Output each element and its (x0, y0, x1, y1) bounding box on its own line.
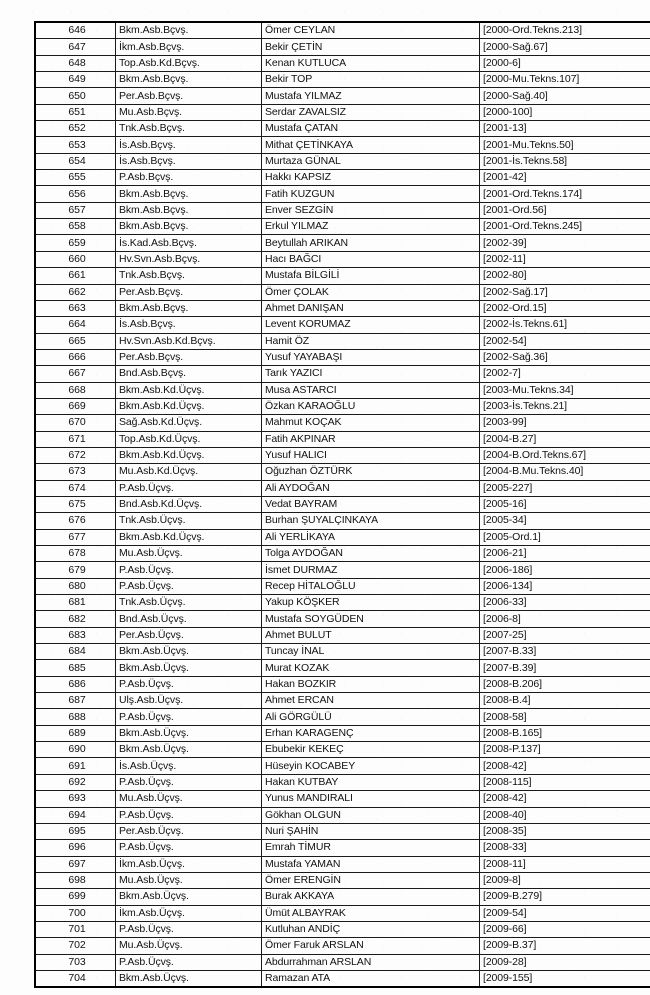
row-number-cell: 701 (35, 921, 116, 937)
name-cell: Kutluhan ANDİÇ (262, 921, 480, 937)
rank-cell: Bnd.Asb.Kd.Üçvş. (116, 496, 262, 512)
reference-cell: [2008-58] (480, 709, 650, 725)
row-number-cell: 680 (35, 578, 116, 594)
name-cell: Yakup KÖŞKER (262, 595, 480, 611)
reference-cell: [2003-99] (480, 415, 650, 431)
rank-cell: Bnd.Asb.Bçvş. (116, 366, 262, 382)
rank-cell: İkm.Asb.Üçvş. (116, 905, 262, 921)
table-row (35, 578, 650, 594)
table-row (35, 611, 650, 627)
row-number-cell: 667 (35, 366, 116, 382)
row-number-cell: 698 (35, 872, 116, 888)
rank-cell: Bkm.Asb.Bçvş. (116, 186, 262, 202)
row-number-cell: 660 (35, 251, 116, 267)
rank-cell: Bkm.Asb.Kd.Üçvş. (116, 447, 262, 463)
reference-cell: [2001-Mu.Tekns.50] (480, 137, 650, 153)
reference-cell: [2002-80] (480, 268, 650, 284)
row-number-cell: 670 (35, 415, 116, 431)
rank-cell: P.Asb.Üçvş. (116, 676, 262, 692)
name-cell: Ali AYDOĞAN (262, 480, 480, 496)
reference-cell: [2008-B.206] (480, 676, 650, 692)
name-cell: Murat KOZAK (262, 660, 480, 676)
rank-cell: İs.Kad.Asb.Bçvş. (116, 235, 262, 251)
table-row (35, 431, 650, 447)
table-row (35, 72, 650, 88)
row-number-cell: 697 (35, 856, 116, 872)
row-number-cell: 702 (35, 938, 116, 954)
row-number-cell: 664 (35, 317, 116, 333)
rank-cell: Bkm.Asb.Üçvş. (116, 644, 262, 660)
row-number-cell: 685 (35, 660, 116, 676)
name-cell: Ebubekir KEKEÇ (262, 742, 480, 758)
table-row (35, 480, 650, 496)
rank-cell: İs.Asb.Bçvş. (116, 317, 262, 333)
reference-cell: [2002-11] (480, 251, 650, 267)
reference-cell: [2009-155] (480, 970, 650, 987)
table-row (35, 513, 650, 529)
reference-cell: [2008-35] (480, 823, 650, 839)
row-number-cell: 652 (35, 121, 116, 137)
name-cell: Ali YERLİKAYA (262, 529, 480, 545)
table-row (35, 546, 650, 562)
row-number-cell: 662 (35, 284, 116, 300)
rank-cell: İkm.Asb.Bçvş. (116, 39, 262, 55)
table-row (35, 349, 650, 365)
reference-cell: [2009-B.279] (480, 889, 650, 905)
rank-cell: Bkm.Asb.Bçvş. (116, 300, 262, 316)
reference-cell: [2002-39] (480, 235, 650, 251)
name-cell: Enver SEZGİN (262, 202, 480, 218)
reference-cell: [2008-115] (480, 774, 650, 790)
rank-cell: Bnd.Asb.Üçvş. (116, 611, 262, 627)
rank-cell: İs.Asb.Üçvş. (116, 758, 262, 774)
table-row (35, 415, 650, 431)
row-number-cell: 654 (35, 153, 116, 169)
table-row (35, 464, 650, 480)
reference-cell: [2001-Ord.56] (480, 202, 650, 218)
name-cell: Tarık YAZICI (262, 366, 480, 382)
rank-cell: Bkm.Asb.Üçvş. (116, 970, 262, 987)
reference-cell: [2008-P.137] (480, 742, 650, 758)
reference-cell: [2001-42] (480, 170, 650, 186)
name-cell: Ömer CEYLAN (262, 22, 480, 39)
name-cell: Ali GÖRGÜLÜ (262, 709, 480, 725)
rank-cell: Tnk.Asb.Bçvş. (116, 268, 262, 284)
reference-cell: [2000-Mu.Tekns.107] (480, 72, 650, 88)
row-number-cell: 647 (35, 39, 116, 55)
name-cell: Ahmet ERCAN (262, 693, 480, 709)
name-cell: Mustafa YILMAZ (262, 88, 480, 104)
rank-cell: P.Asb.Üçvş. (116, 807, 262, 823)
row-number-cell: 696 (35, 840, 116, 856)
reference-cell: [2001-Ord.Tekns.245] (480, 219, 650, 235)
row-number-cell: 691 (35, 758, 116, 774)
rank-cell: Hv.Svn.Asb.Bçvş. (116, 251, 262, 267)
reference-cell: [2003-Mu.Tekns.34] (480, 382, 650, 398)
table-row (35, 496, 650, 512)
row-number-cell: 669 (35, 398, 116, 414)
rank-cell: Per.Asb.Üçvş. (116, 627, 262, 643)
reference-cell: [2005-Ord.1] (480, 529, 650, 545)
rank-cell: Bkm.Asb.Kd.Üçvş. (116, 529, 262, 545)
table-row (35, 970, 650, 987)
name-cell: Ömer Faruk ARSLAN (262, 938, 480, 954)
reference-cell: [2000-Ord.Tekns.213] (480, 22, 650, 39)
rank-cell: Bkm.Asb.Kd.Üçvş. (116, 382, 262, 398)
reference-cell: [2006-8] (480, 611, 650, 627)
table-body (35, 22, 650, 987)
table-row (35, 22, 650, 39)
rank-cell: Bkm.Asb.Üçvş. (116, 660, 262, 676)
name-cell: Mustafa BİLGİLİ (262, 268, 480, 284)
reference-cell: [2008-42] (480, 758, 650, 774)
rank-cell: P.Asb.Üçvş. (116, 840, 262, 856)
reference-cell: [2006-21] (480, 546, 650, 562)
name-cell: Yusuf HALICI (262, 447, 480, 463)
table-row (35, 709, 650, 725)
name-cell: Burak AKKAYA (262, 889, 480, 905)
table-row (35, 251, 650, 267)
table-row (35, 693, 650, 709)
rank-cell: Mu.Asb.Kd.Üçvş. (116, 464, 262, 480)
row-number-cell: 687 (35, 693, 116, 709)
name-cell: Hakan BOZKIR (262, 676, 480, 692)
table-row (35, 905, 650, 921)
table-row (35, 104, 650, 120)
reference-cell: [2002-Sağ.17] (480, 284, 650, 300)
row-number-cell: 686 (35, 676, 116, 692)
rank-cell: Hv.Svn.Asb.Kd.Bçvş. (116, 333, 262, 349)
rank-cell: Top.Asb.Kd.Bçvş. (116, 55, 262, 71)
name-cell: Beytullah ARIKAN (262, 235, 480, 251)
reference-cell: [2006-186] (480, 562, 650, 578)
reference-cell: [2001-Ord.Tekns.174] (480, 186, 650, 202)
table-row (35, 660, 650, 676)
name-cell: Yusuf YAYABAŞI (262, 349, 480, 365)
row-number-cell: 655 (35, 170, 116, 186)
rank-cell: İkm.Asb.Üçvş. (116, 856, 262, 872)
table-row (35, 300, 650, 316)
reference-cell: [2008-B.165] (480, 725, 650, 741)
reference-cell: [2009-28] (480, 954, 650, 970)
rank-cell: Tnk.Asb.Üçvş. (116, 595, 262, 611)
table-row (35, 88, 650, 104)
name-cell: Mahmut KOÇAK (262, 415, 480, 431)
rank-cell: Bkm.Asb.Bçvş. (116, 202, 262, 218)
reference-cell: [2002-7] (480, 366, 650, 382)
table-row (35, 921, 650, 937)
row-number-cell: 690 (35, 742, 116, 758)
reference-cell: [2005-34] (480, 513, 650, 529)
name-cell: Musa ASTARCI (262, 382, 480, 398)
row-number-cell: 676 (35, 513, 116, 529)
reference-cell: [2009-54] (480, 905, 650, 921)
row-number-cell: 692 (35, 774, 116, 790)
name-cell: Ömer ÇOLAK (262, 284, 480, 300)
row-number-cell: 679 (35, 562, 116, 578)
row-number-cell: 694 (35, 807, 116, 823)
reference-cell: [2007-B.39] (480, 660, 650, 676)
name-cell: Abdurrahman ARSLAN (262, 954, 480, 970)
row-number-cell: 674 (35, 480, 116, 496)
reference-cell: [2009-8] (480, 872, 650, 888)
reference-cell: [2005-227] (480, 480, 650, 496)
row-number-cell: 695 (35, 823, 116, 839)
reference-cell: [2006-33] (480, 595, 650, 611)
table-row (35, 202, 650, 218)
row-number-cell: 703 (35, 954, 116, 970)
name-cell: Burhan ŞUYALÇINKAYA (262, 513, 480, 529)
reference-cell: [2008-33] (480, 840, 650, 856)
row-number-cell: 649 (35, 72, 116, 88)
table-row (35, 791, 650, 807)
reference-cell: [2000-6] (480, 55, 650, 71)
name-cell: Tuncay İNAL (262, 644, 480, 660)
reference-cell: [2008-40] (480, 807, 650, 823)
row-number-cell: 666 (35, 349, 116, 365)
name-cell: Kenan KUTLUCA (262, 55, 480, 71)
table-row (35, 676, 650, 692)
table-row (35, 807, 650, 823)
name-cell: Mithat ÇETİNKAYA (262, 137, 480, 153)
row-number-cell: 659 (35, 235, 116, 251)
table-row (35, 382, 650, 398)
reference-cell: [2002-Ord.15] (480, 300, 650, 316)
name-cell: Mustafa YAMAN (262, 856, 480, 872)
name-cell: Emrah TİMUR (262, 840, 480, 856)
row-number-cell: 673 (35, 464, 116, 480)
rank-cell: P.Asb.Bçvş. (116, 170, 262, 186)
rank-cell: Mu.Asb.Üçvş. (116, 872, 262, 888)
name-cell: Mustafa ÇATAN (262, 121, 480, 137)
reference-cell: [2005-16] (480, 496, 650, 512)
table-row (35, 137, 650, 153)
row-number-cell: 651 (35, 104, 116, 120)
row-number-cell: 683 (35, 627, 116, 643)
table-row (35, 627, 650, 643)
table-row (35, 725, 650, 741)
row-number-cell: 682 (35, 611, 116, 627)
row-number-cell: 699 (35, 889, 116, 905)
table-row (35, 170, 650, 186)
row-number-cell: 681 (35, 595, 116, 611)
name-cell: Ümüt ALBAYRAK (262, 905, 480, 921)
rank-cell: P.Asb.Üçvş. (116, 709, 262, 725)
rank-cell: Bkm.Asb.Bçvş. (116, 72, 262, 88)
reference-cell: [2009-B.37] (480, 938, 650, 954)
name-cell: Murtaza GÜNAL (262, 153, 480, 169)
reference-cell: [2001-İs.Tekns.58] (480, 153, 650, 169)
name-cell: Bekir ÇETİN (262, 39, 480, 55)
rank-cell: P.Asb.Üçvş. (116, 578, 262, 594)
row-number-cell: 671 (35, 431, 116, 447)
reference-cell: [2008-11] (480, 856, 650, 872)
row-number-cell: 665 (35, 333, 116, 349)
reference-cell: [2000-Sağ.40] (480, 88, 650, 104)
name-cell: Erkul YILMAZ (262, 219, 480, 235)
rank-cell: Mu.Asb.Üçvş. (116, 546, 262, 562)
row-number-cell: 704 (35, 970, 116, 987)
name-cell: Fatih AKPINAR (262, 431, 480, 447)
reference-cell: [2007-B.33] (480, 644, 650, 660)
table-row (35, 398, 650, 414)
rank-cell: İs.Asb.Bçvş. (116, 137, 262, 153)
table-row (35, 153, 650, 169)
rank-cell: Per.Asb.Bçvş. (116, 349, 262, 365)
reference-cell: [2002-54] (480, 333, 650, 349)
reference-cell: [2007-25] (480, 627, 650, 643)
row-number-cell: 658 (35, 219, 116, 235)
reference-cell: [2001-13] (480, 121, 650, 137)
reference-cell: [2006-134] (480, 578, 650, 594)
table-row (35, 235, 650, 251)
name-cell: Hamit ÖZ (262, 333, 480, 349)
name-cell: Ahmet DANIŞAN (262, 300, 480, 316)
row-number-cell: 656 (35, 186, 116, 202)
name-cell: Mustafa SOYGÜDEN (262, 611, 480, 627)
name-cell: Levent KORUMAZ (262, 317, 480, 333)
name-cell: Fatih KUZGUN (262, 186, 480, 202)
row-number-cell: 689 (35, 725, 116, 741)
row-number-cell: 672 (35, 447, 116, 463)
table-row (35, 856, 650, 872)
rank-cell: Mu.Asb.Bçvş. (116, 104, 262, 120)
table-row (35, 55, 650, 71)
reference-cell: [2002-Sağ.36] (480, 349, 650, 365)
rank-cell: Mu.Asb.Üçvş. (116, 791, 262, 807)
name-cell: Hakkı KAPSIZ (262, 170, 480, 186)
rank-cell: İs.Asb.Bçvş. (116, 153, 262, 169)
rank-cell: Bkm.Asb.Üçvş. (116, 889, 262, 905)
rank-cell: P.Asb.Üçvş. (116, 774, 262, 790)
table-row (35, 954, 650, 970)
name-cell: Ömer ERENGİN (262, 872, 480, 888)
reference-cell: [2004-B.Mu.Tekns.40] (480, 464, 650, 480)
row-number-cell: 668 (35, 382, 116, 398)
rank-cell: P.Asb.Üçvş. (116, 562, 262, 578)
table-row (35, 447, 650, 463)
table-row (35, 758, 650, 774)
row-number-cell: 675 (35, 496, 116, 512)
name-cell: Yunus MANDIRALI (262, 791, 480, 807)
table-row (35, 595, 650, 611)
rank-cell: Tnk.Asb.Üçvş. (116, 513, 262, 529)
rank-cell: Top.Asb.Kd.Üçvş. (116, 431, 262, 447)
rank-cell: Per.Asb.Bçvş. (116, 284, 262, 300)
rank-cell: Bkm.Asb.Üçvş. (116, 725, 262, 741)
name-cell: Hakan KUTBAY (262, 774, 480, 790)
reference-cell: [2004-B.Ord.Tekns.67] (480, 447, 650, 463)
reference-cell: [2009-66] (480, 921, 650, 937)
reference-cell: [2008-42] (480, 791, 650, 807)
name-cell: Özkan KARAOĞLU (262, 398, 480, 414)
row-number-cell: 646 (35, 22, 116, 39)
row-number-cell: 693 (35, 791, 116, 807)
name-cell: Ramazan ATA (262, 970, 480, 987)
rank-cell: Sağ.Asb.Kd.Üçvş. (116, 415, 262, 431)
row-number-cell: 677 (35, 529, 116, 545)
table-row (35, 219, 650, 235)
name-cell: Serdar ZAVALSIZ (262, 104, 480, 120)
reference-cell: [2003-İs.Tekns.21] (480, 398, 650, 414)
rank-cell: Ulş.Asb.Üçvş. (116, 693, 262, 709)
name-cell: Gökhan OLGUN (262, 807, 480, 823)
name-cell: Hacı BAĞCI (262, 251, 480, 267)
table-row (35, 529, 650, 545)
table-row (35, 938, 650, 954)
rank-cell: Mu.Asb.Üçvş. (116, 938, 262, 954)
name-cell: Tolga AYDOĞAN (262, 546, 480, 562)
row-number-cell: 684 (35, 644, 116, 660)
name-cell: Ahmet BULUT (262, 627, 480, 643)
table-row (35, 121, 650, 137)
table-row (35, 366, 650, 382)
row-number-cell: 657 (35, 202, 116, 218)
name-cell: Erhan KARAGENÇ (262, 725, 480, 741)
row-number-cell: 648 (35, 55, 116, 71)
name-cell: Hüseyin KOCABEY (262, 758, 480, 774)
name-cell: Vedat BAYRAM (262, 496, 480, 512)
rank-cell: Tnk.Asb.Bçvş. (116, 121, 262, 137)
reference-cell: [2002-İs.Tekns.61] (480, 317, 650, 333)
table-row (35, 333, 650, 349)
table-row (35, 872, 650, 888)
rank-cell: Per.Asb.Üçvş. (116, 823, 262, 839)
table-row (35, 840, 650, 856)
name-cell: İsmet DURMAZ (262, 562, 480, 578)
row-number-cell: 661 (35, 268, 116, 284)
rank-cell: P.Asb.Üçvş. (116, 921, 262, 937)
personnel-roster-table (34, 21, 650, 988)
table-row (35, 644, 650, 660)
table-row (35, 742, 650, 758)
rank-cell: Bkm.Asb.Üçvş. (116, 742, 262, 758)
table-row (35, 284, 650, 300)
name-cell: Oğuzhan ÖZTÜRK (262, 464, 480, 480)
row-number-cell: 663 (35, 300, 116, 316)
table-row (35, 774, 650, 790)
table-row (35, 889, 650, 905)
table-row (35, 823, 650, 839)
name-cell: Nuri ŞAHİN (262, 823, 480, 839)
row-number-cell: 653 (35, 137, 116, 153)
name-cell: Recep HİTALOĞLU (262, 578, 480, 594)
rank-cell: Bkm.Asb.Kd.Üçvş. (116, 398, 262, 414)
rank-cell: P.Asb.Üçvş. (116, 480, 262, 496)
reference-cell: [2000-Sağ.67] (480, 39, 650, 55)
name-cell: Bekir TOP (262, 72, 480, 88)
row-number-cell: 700 (35, 905, 116, 921)
reference-cell: [2008-B.4] (480, 693, 650, 709)
reference-cell: [2000-100] (480, 104, 650, 120)
table-row (35, 186, 650, 202)
rank-cell: Per.Asb.Bçvş. (116, 88, 262, 104)
row-number-cell: 678 (35, 546, 116, 562)
reference-cell: [2004-B.27] (480, 431, 650, 447)
rank-cell: Bkm.Asb.Bçvş. (116, 219, 262, 235)
row-number-cell: 650 (35, 88, 116, 104)
row-number-cell: 688 (35, 709, 116, 725)
rank-cell: Bkm.Asb.Bçvş. (116, 22, 262, 39)
table-row (35, 562, 650, 578)
table-row (35, 268, 650, 284)
table-row (35, 317, 650, 333)
table-row (35, 39, 650, 55)
rank-cell: P.Asb.Üçvş. (116, 954, 262, 970)
